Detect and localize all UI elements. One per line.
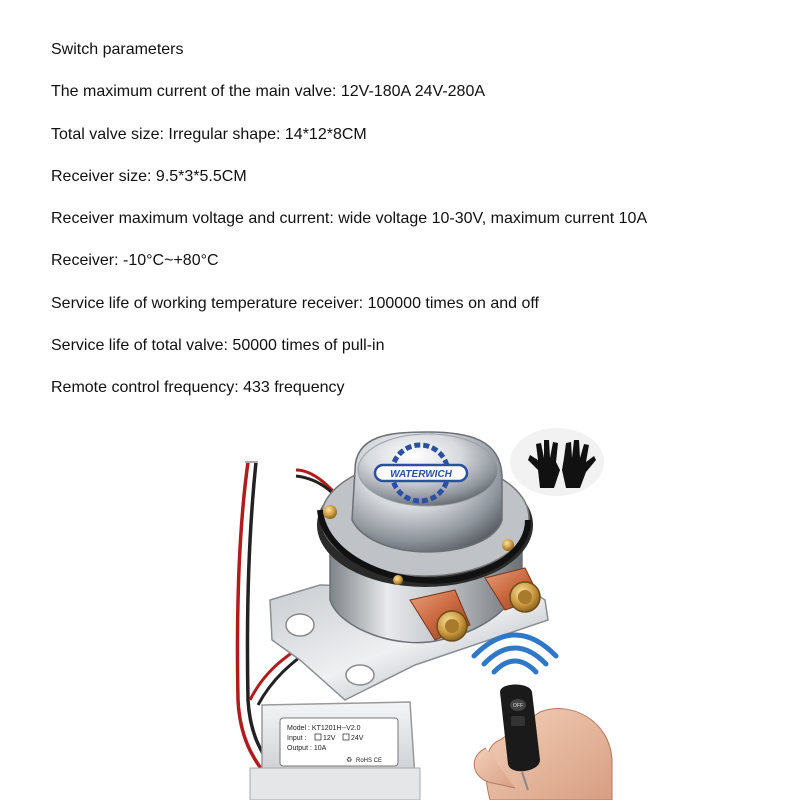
- brand-logo-text: WATERWICH: [390, 469, 452, 480]
- remote-control: [474, 685, 612, 800]
- spec-receiver-voltage: Receiver maximum voltage and current: wide voltage 10-30V, maximum current 10A: [51, 210, 648, 228]
- receiver-input-label: Input :: [287, 735, 307, 742]
- spec-receiver-temp: Receiver: -10°C~+80°C: [51, 252, 219, 270]
- spec-receiver-life: Service life of working temperature receiver: 100000 times on and off: [51, 294, 539, 312]
- recycle-icon: ♻: [346, 757, 353, 764]
- spec-max-current: The maximum current of the main valve: 12V-180A 24V-280A: [51, 83, 486, 101]
- receiver-input-12v: 12V: [323, 735, 336, 742]
- product-photo: [0, 420, 800, 800]
- gloves-icon: [510, 428, 604, 496]
- receiver-model: Model : KT1201H--V2.0: [287, 725, 361, 732]
- receiver-input-24v: 24V: [351, 735, 364, 742]
- remote-off-button: OFF: [513, 703, 523, 709]
- receiver-marks: RoHS CE: [356, 758, 383, 764]
- receiver-box: [250, 702, 420, 800]
- switch-parameters: [51, 40, 771, 421]
- spec-title: Switch parameters: [51, 41, 184, 58]
- spec-receiver-size: Receiver size: 9.5*3*5.5CM: [51, 167, 247, 185]
- receiver-output: Output : 10A: [287, 745, 327, 752]
- spec-valve-life: Service life of total valve: 50000 times of pull-in: [51, 337, 385, 355]
- spec-valve-size: Total valve size: Irregular shape: 14*12*8CM: [51, 125, 367, 143]
- spec-remote-frequency: Remote control frequency: 433 frequency: [51, 379, 345, 397]
